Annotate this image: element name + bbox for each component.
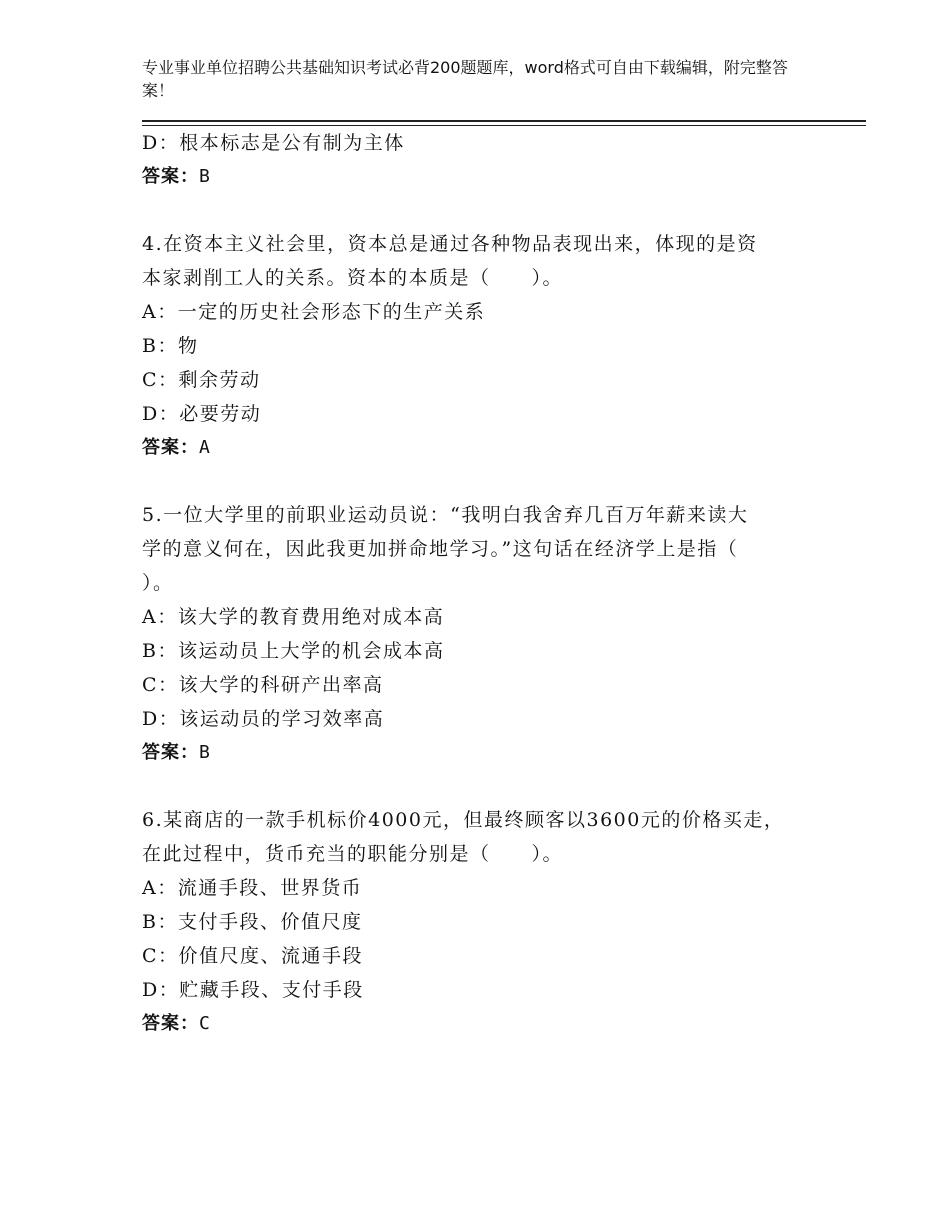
spacer bbox=[142, 465, 822, 498]
question-4 bbox=[142, 227, 822, 465]
question-stem: 6.某商店的一款手机标价4000元，但最终顾客以3600元的价格买走， bbox=[142, 809, 785, 831]
answer-line bbox=[142, 736, 822, 770]
option-c: C：价值尺度、流通手段 bbox=[142, 945, 364, 967]
option-a: A：该大学的教育费用绝对成本高 bbox=[142, 606, 445, 628]
option-d: D：根本标志是公有制为主体 bbox=[142, 132, 405, 154]
answer-value: B bbox=[199, 742, 211, 763]
answer-value: B bbox=[199, 166, 211, 187]
answer-value: C bbox=[199, 1013, 211, 1034]
answer-line bbox=[142, 431, 822, 465]
question-stem: ）。 bbox=[142, 572, 174, 594]
option-b: B：支付手段、价值尺度 bbox=[142, 911, 363, 933]
question-6 bbox=[142, 803, 822, 1041]
question-5 bbox=[142, 498, 822, 770]
answer-line bbox=[142, 1007, 822, 1041]
question-list bbox=[142, 126, 822, 1041]
question-stem: 4.在资本主义社会里，资本总是通过各种物品表现出来，体现的是资 bbox=[142, 233, 758, 255]
question-stem: 学的意义何在，因此我更加拼命地学习。”这句话在经济学上是指（ bbox=[142, 538, 739, 560]
question-stem: 5.一位大学里的前职业运动员说：“我明白我舍弃几百万年薪来读大 bbox=[142, 504, 749, 526]
page-header: 专业事业单位招聘公共基础知识考试必背200题题库，word格式可自由下载编辑，附完整答案！ bbox=[142, 58, 788, 100]
option-d: D：该运动员的学习效率高 bbox=[142, 708, 385, 730]
spacer bbox=[142, 770, 822, 803]
answer-value: A bbox=[199, 437, 211, 458]
answer-label: 答案： bbox=[142, 437, 199, 458]
option-c: C：该大学的科研产出率高 bbox=[142, 674, 384, 696]
option-a: A：一定的历史社会形态下的生产关系 bbox=[142, 301, 486, 323]
answer-label: 答案： bbox=[142, 742, 199, 763]
question-stem: 本家剥削工人的关系。资本的本质是（ ）。 bbox=[142, 267, 564, 289]
answer-label: 答案： bbox=[142, 166, 199, 187]
answer-line bbox=[142, 160, 822, 194]
spacer bbox=[142, 194, 822, 227]
option-d: D：贮藏手段、支付手段 bbox=[142, 979, 364, 1001]
option-b: B：该运动员上大学的机会成本高 bbox=[142, 640, 445, 662]
option-d: D：必要劳动 bbox=[142, 403, 262, 425]
header-rule-thick bbox=[142, 120, 866, 122]
answer-label: 答案： bbox=[142, 1013, 199, 1034]
question-stem: 在此过程中，货币充当的职能分别是（ ）。 bbox=[142, 843, 564, 865]
option-b: B：物 bbox=[142, 335, 199, 357]
option-c: C：剩余劳动 bbox=[142, 369, 261, 391]
option-a: A：流通手段、世界货币 bbox=[142, 877, 363, 899]
